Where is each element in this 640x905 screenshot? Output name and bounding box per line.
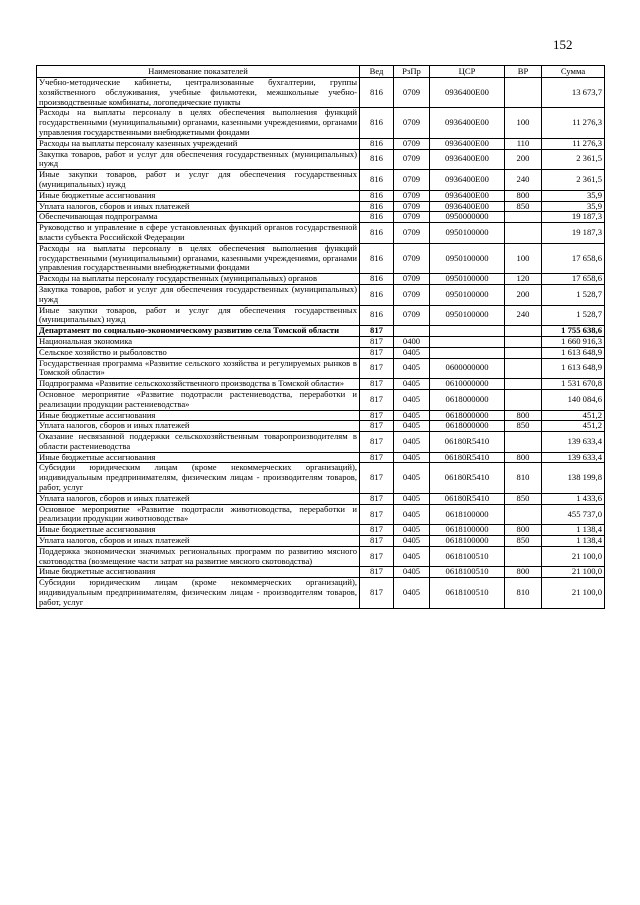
row-vr xyxy=(505,432,542,453)
row-rzpr: 0709 xyxy=(394,274,430,285)
row-sum: 1 755 638,6 xyxy=(542,326,605,337)
row-rzpr: 0709 xyxy=(394,138,430,149)
row-ved: 816 xyxy=(360,138,394,149)
table-row xyxy=(37,578,605,608)
row-name: Государственная программа «Развитие сельского хозяйства и регулируемых рынков в Томской области» xyxy=(37,358,360,379)
row-ved: 816 xyxy=(360,190,394,201)
row-csr xyxy=(430,347,505,358)
row-sum: 451,2 xyxy=(542,421,605,432)
row-rzpr: 0709 xyxy=(394,149,430,170)
row-sum: 1 528,7 xyxy=(542,284,605,305)
row-rzpr: 0405 xyxy=(394,463,430,493)
table-row xyxy=(37,389,605,410)
row-vr: 850 xyxy=(505,536,542,547)
row-vr: 240 xyxy=(505,170,542,191)
row-rzpr: 0709 xyxy=(394,108,430,138)
row-csr: 0950100000 xyxy=(430,243,505,273)
row-name: Учебно-методические кабинеты, централизованные бухгалтерии, группы хозяйственного обслуживания, учебные фильмотеки, межшкольные учебно-производственные комбинаты, логопедические пункты xyxy=(37,78,360,108)
row-rzpr: 0709 xyxy=(394,243,430,273)
header-ved: Вед xyxy=(360,66,394,78)
row-name: Закупка товаров, работ и услуг для обеспечения государственных (муниципальных) нужд xyxy=(37,149,360,170)
row-name: Уплата налогов, сборов и иных платежей xyxy=(37,421,360,432)
row-name: Иные бюджетные ассигнования xyxy=(37,452,360,463)
row-name: Иные бюджетные ассигнования xyxy=(37,190,360,201)
row-ved: 817 xyxy=(360,493,394,504)
row-rzpr: 0405 xyxy=(394,452,430,463)
row-name: Субсидии юридическим лицам (кроме некоммерческих организаций), индивидуальным предпринимателям, физическим лицам - производителям товаров, работ, услуг xyxy=(37,463,360,493)
row-csr: 0618000000 xyxy=(430,421,505,432)
table-row xyxy=(37,284,605,305)
row-vr: 800 xyxy=(505,567,542,578)
row-sum: 21 100,0 xyxy=(542,546,605,567)
table-row xyxy=(37,326,605,337)
row-vr: 800 xyxy=(505,452,542,463)
row-ved: 816 xyxy=(360,243,394,273)
row-ved: 817 xyxy=(360,410,394,421)
row-vr xyxy=(505,389,542,410)
table-row xyxy=(37,347,605,358)
row-ved: 817 xyxy=(360,326,394,337)
row-rzpr: 0405 xyxy=(394,525,430,536)
table-row xyxy=(37,336,605,347)
row-ved: 817 xyxy=(360,347,394,358)
row-csr: 0618100510 xyxy=(430,567,505,578)
row-vr xyxy=(505,347,542,358)
row-rzpr: 0709 xyxy=(394,201,430,212)
row-vr: 850 xyxy=(505,201,542,212)
row-vr: 200 xyxy=(505,149,542,170)
row-csr: 0618100510 xyxy=(430,578,505,608)
row-csr: 0936400E00 xyxy=(430,138,505,149)
header-sum: Сумма xyxy=(542,66,605,78)
table-row xyxy=(37,170,605,191)
row-vr xyxy=(505,223,542,244)
table-row xyxy=(37,138,605,149)
table-row xyxy=(37,452,605,463)
row-rzpr: 0405 xyxy=(394,347,430,358)
row-ved: 817 xyxy=(360,358,394,379)
row-ved: 816 xyxy=(360,284,394,305)
row-vr: 800 xyxy=(505,410,542,421)
row-name: Закупка товаров, работ и услуг для обеспечения государственных (муниципальных) нужд xyxy=(37,284,360,305)
row-csr: 0618100510 xyxy=(430,546,505,567)
table-row xyxy=(37,190,605,201)
row-vr: 110 xyxy=(505,138,542,149)
row-vr xyxy=(505,336,542,347)
row-name: Расходы на выплаты персоналу в целях обеспечения выполнения функций государственными (муниципальными) органами, казенными учреждениями, органами управления государственными внебюджетными фондами xyxy=(37,243,360,273)
row-sum: 1 613 648,9 xyxy=(542,358,605,379)
table-row xyxy=(37,274,605,285)
row-csr: 0950000000 xyxy=(430,212,505,223)
table-row xyxy=(37,432,605,453)
row-ved: 816 xyxy=(360,78,394,108)
budget-table xyxy=(36,65,605,609)
row-rzpr: 0405 xyxy=(394,410,430,421)
row-csr: 0950100000 xyxy=(430,305,505,326)
row-ved: 817 xyxy=(360,536,394,547)
row-name: Уплата налогов, сборов и иных платежей xyxy=(37,201,360,212)
row-sum: 1 138,4 xyxy=(542,536,605,547)
table-row xyxy=(37,379,605,390)
row-csr: 0936400E00 xyxy=(430,108,505,138)
table-row xyxy=(37,243,605,273)
row-rzpr: 0709 xyxy=(394,212,430,223)
row-rzpr: 0405 xyxy=(394,389,430,410)
row-name: Обеспечивающая подпрограмма xyxy=(37,212,360,223)
table-row xyxy=(37,78,605,108)
row-sum: 13 673,7 xyxy=(542,78,605,108)
row-sum: 1 531 670,8 xyxy=(542,379,605,390)
row-name: Руководство и управление в сфере установленных функций органов государственной власти субъекта Российской Федерации xyxy=(37,223,360,244)
row-name: Субсидии юридическим лицам (кроме некоммерческих организаций), индивидуальным предпринимателям, физическим лицам - производителям товаров, работ, услуг xyxy=(37,578,360,608)
row-vr: 850 xyxy=(505,493,542,504)
row-sum: 21 100,0 xyxy=(542,578,605,608)
row-vr: 850 xyxy=(505,421,542,432)
row-vr: 810 xyxy=(505,463,542,493)
row-ved: 817 xyxy=(360,452,394,463)
row-rzpr: 0405 xyxy=(394,578,430,608)
row-csr xyxy=(430,326,505,337)
row-ved: 817 xyxy=(360,567,394,578)
row-csr: 0936400E00 xyxy=(430,190,505,201)
row-vr: 100 xyxy=(505,108,542,138)
row-sum: 2 361,5 xyxy=(542,149,605,170)
row-csr: 0618100000 xyxy=(430,525,505,536)
row-name: Расходы на выплаты персоналу казенных учреждений xyxy=(37,138,360,149)
table-row xyxy=(37,504,605,525)
row-csr: 06180R5410 xyxy=(430,452,505,463)
row-rzpr: 0709 xyxy=(394,305,430,326)
row-rzpr: 0709 xyxy=(394,190,430,201)
row-csr: 0950100000 xyxy=(430,223,505,244)
row-sum: 21 100,0 xyxy=(542,567,605,578)
row-rzpr: 0405 xyxy=(394,493,430,504)
row-sum: 17 658,6 xyxy=(542,274,605,285)
row-ved: 816 xyxy=(360,223,394,244)
row-ved: 817 xyxy=(360,463,394,493)
table-row xyxy=(37,463,605,493)
row-ved: 817 xyxy=(360,504,394,525)
row-rzpr: 0400 xyxy=(394,336,430,347)
row-vr xyxy=(505,379,542,390)
row-name: Иные закупки товаров, работ и услуг для обеспечения государственных (муниципальных) нужд xyxy=(37,170,360,191)
row-sum: 19 187,3 xyxy=(542,212,605,223)
table-row xyxy=(37,567,605,578)
row-vr xyxy=(505,546,542,567)
row-csr: 0618100000 xyxy=(430,536,505,547)
row-csr: 06180R5410 xyxy=(430,493,505,504)
row-rzpr: 0405 xyxy=(394,432,430,453)
page-number: 152 xyxy=(553,37,573,52)
row-csr: 06180R5410 xyxy=(430,463,505,493)
row-name: Уплата налогов, сборов и иных платежей xyxy=(37,536,360,547)
table-row xyxy=(37,525,605,536)
row-ved: 816 xyxy=(360,149,394,170)
row-sum: 35,9 xyxy=(542,190,605,201)
row-vr xyxy=(505,326,542,337)
row-sum: 1 433,6 xyxy=(542,493,605,504)
row-csr: 0618000000 xyxy=(430,389,505,410)
row-rzpr: 0405 xyxy=(394,536,430,547)
row-sum: 1 528,7 xyxy=(542,305,605,326)
table-header-row xyxy=(37,66,605,78)
row-vr: 240 xyxy=(505,305,542,326)
row-name: Национальная экономика xyxy=(37,336,360,347)
row-vr xyxy=(505,212,542,223)
row-name: Основное мероприятие «Развитие подотрасли растениеводства, переработки и реализации продукции растениеводства» xyxy=(37,389,360,410)
row-rzpr: 0405 xyxy=(394,358,430,379)
row-rzpr: 0709 xyxy=(394,223,430,244)
row-rzpr: 0405 xyxy=(394,567,430,578)
row-vr xyxy=(505,358,542,379)
row-csr: 0610000000 xyxy=(430,379,505,390)
row-ved: 817 xyxy=(360,379,394,390)
row-sum: 35,9 xyxy=(542,201,605,212)
row-csr xyxy=(430,336,505,347)
row-sum: 138 199,8 xyxy=(542,463,605,493)
header-rzpr: РзПр xyxy=(394,66,430,78)
row-name: Расходы на выплаты персоналу государственных (муниципальных) органов xyxy=(37,274,360,285)
row-sum: 1 613 648,9 xyxy=(542,347,605,358)
row-sum: 140 084,6 xyxy=(542,389,605,410)
row-rzpr: 0405 xyxy=(394,546,430,567)
row-name: Расходы на выплаты персоналу в целях обеспечения выполнения функций государственными (муниципальными) органами, казенными учреждениями, органами управления государственными внебюджетными фондами xyxy=(37,108,360,138)
table-row xyxy=(37,108,605,138)
header-name: Наименование показателей xyxy=(37,66,360,78)
row-csr: 0600000000 xyxy=(430,358,505,379)
table-row xyxy=(37,149,605,170)
row-vr: 810 xyxy=(505,578,542,608)
row-sum: 139 633,4 xyxy=(542,432,605,453)
row-vr: 800 xyxy=(505,525,542,536)
row-rzpr: 0405 xyxy=(394,504,430,525)
table-row xyxy=(37,493,605,504)
row-sum: 451,2 xyxy=(542,410,605,421)
row-ved: 817 xyxy=(360,421,394,432)
row-sum: 1 138,4 xyxy=(542,525,605,536)
row-rzpr: 0709 xyxy=(394,78,430,108)
row-name: Департамент по социально-экономическому развитию села Томской области xyxy=(37,326,360,337)
row-ved: 817 xyxy=(360,389,394,410)
row-name: Сельское хозяйство и рыболовство xyxy=(37,347,360,358)
row-sum: 17 658,6 xyxy=(542,243,605,273)
row-name: Уплата налогов, сборов и иных платежей xyxy=(37,493,360,504)
row-name: Иные закупки товаров, работ и услуг для обеспечения государственных (муниципальных) нужд xyxy=(37,305,360,326)
row-name: Основное мероприятие «Развитие подотрасли животноводства, переработки и реализации продукции животноводства» xyxy=(37,504,360,525)
row-name: Поддержка экономически значимых региональных программ по развитию мясного скотоводства (возмещение части затрат на развитие мясного скотоводства) xyxy=(37,546,360,567)
row-name: Иные бюджетные ассигнования xyxy=(37,410,360,421)
row-ved: 816 xyxy=(360,170,394,191)
row-ved: 816 xyxy=(360,108,394,138)
row-sum: 1 660 916,3 xyxy=(542,336,605,347)
table-row xyxy=(37,358,605,379)
row-csr: 0618000000 xyxy=(430,410,505,421)
row-rzpr: 0709 xyxy=(394,284,430,305)
row-rzpr: 0405 xyxy=(394,379,430,390)
row-csr: 0936400E00 xyxy=(430,170,505,191)
header-csr: ЦСР xyxy=(430,66,505,78)
row-rzpr xyxy=(394,326,430,337)
row-ved: 817 xyxy=(360,432,394,453)
row-sum: 139 633,4 xyxy=(542,452,605,463)
row-csr: 0950100000 xyxy=(430,274,505,285)
row-name: Иные бюджетные ассигнования xyxy=(37,567,360,578)
row-vr xyxy=(505,78,542,108)
row-ved: 816 xyxy=(360,201,394,212)
table-row xyxy=(37,223,605,244)
row-sum: 2 361,5 xyxy=(542,170,605,191)
table-row xyxy=(37,305,605,326)
row-rzpr: 0709 xyxy=(394,170,430,191)
row-ved: 817 xyxy=(360,546,394,567)
row-csr: 0618100000 xyxy=(430,504,505,525)
row-csr: 0950100000 xyxy=(430,284,505,305)
row-ved: 816 xyxy=(360,274,394,285)
row-vr xyxy=(505,504,542,525)
row-vr: 100 xyxy=(505,243,542,273)
table-row xyxy=(37,421,605,432)
row-csr: 0936400E00 xyxy=(430,201,505,212)
row-rzpr: 0405 xyxy=(394,421,430,432)
row-sum: 455 737,0 xyxy=(542,504,605,525)
table-row xyxy=(37,410,605,421)
row-sum: 19 187,3 xyxy=(542,223,605,244)
row-sum: 11 276,3 xyxy=(542,138,605,149)
table-row xyxy=(37,546,605,567)
row-csr: 06180R5410 xyxy=(430,432,505,453)
row-name: Оказание несвязанной поддержки сельскохозяйственным товаропроизводителям в области растениеводства xyxy=(37,432,360,453)
row-vr: 120 xyxy=(505,274,542,285)
row-csr: 0936400E00 xyxy=(430,149,505,170)
row-ved: 817 xyxy=(360,336,394,347)
table-row xyxy=(37,536,605,547)
row-ved: 817 xyxy=(360,525,394,536)
row-vr: 800 xyxy=(505,190,542,201)
row-sum: 11 276,3 xyxy=(542,108,605,138)
header-vr: ВР xyxy=(505,66,542,78)
table-row xyxy=(37,201,605,212)
row-csr: 0936400E00 xyxy=(430,78,505,108)
row-vr: 200 xyxy=(505,284,542,305)
row-name: Подпрограмма «Развитие сельскохозяйственного производства в Томской области» xyxy=(37,379,360,390)
row-ved: 816 xyxy=(360,212,394,223)
row-ved: 817 xyxy=(360,578,394,608)
table-row xyxy=(37,212,605,223)
row-name: Иные бюджетные ассигнования xyxy=(37,525,360,536)
row-ved: 816 xyxy=(360,305,394,326)
